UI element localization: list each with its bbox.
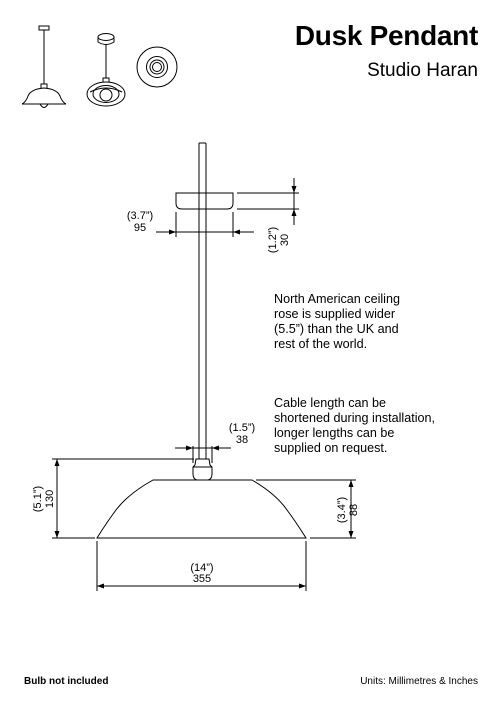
- shade-width-mm: 355: [192, 573, 212, 585]
- canopy-width-inches: (3.7”): [126, 210, 154, 222]
- note-line: rose is supplied wider: [274, 307, 396, 321]
- note-line: supplied on request.: [274, 441, 388, 455]
- designer-name: Studio Haran: [367, 60, 478, 81]
- note-line: rest of the world.: [274, 337, 368, 351]
- holder-width-inches: (1.5”): [228, 422, 256, 434]
- overall-height-inches: (5.1”): [32, 485, 44, 513]
- thumbnail-perspective-view: [87, 34, 125, 107]
- canopy-height-inches: (1.2”): [267, 226, 279, 254]
- product-title: Dusk Pendant: [294, 20, 478, 51]
- note-line: shortened during installation,: [274, 411, 436, 425]
- bulb-notice: Bulb not included: [24, 676, 109, 687]
- shade: [97, 480, 306, 538]
- thumbnail-side-view: [22, 26, 66, 108]
- note-line: Cable length can be: [274, 396, 387, 410]
- shade-height-inches: (3.4”): [336, 496, 348, 524]
- note-ceiling-rose: [274, 292, 479, 352]
- holder-width-mm: 38: [235, 434, 249, 446]
- overall-height-mm: 130: [44, 489, 56, 509]
- dimension-canopy-width: [156, 212, 254, 237]
- note-line: (5.5”) than the UK and: [274, 322, 399, 336]
- note-cable-length: [274, 396, 479, 456]
- canopy-height-mm: 30: [279, 233, 291, 247]
- ceiling-rose: [176, 193, 233, 209]
- thumbnail-bottom-view: [137, 47, 177, 87]
- lamp-holder: [193, 459, 212, 480]
- shade-height-mm: 88: [348, 503, 360, 517]
- dimension-canopy-height: [237, 178, 299, 225]
- canopy-width-mm: 95: [133, 222, 147, 234]
- units-notice: Units: Millimetres & Inches: [360, 676, 478, 687]
- cable: [199, 143, 206, 460]
- note-line: longer lengths can be: [274, 426, 395, 440]
- note-line: North American ceiling: [274, 292, 400, 306]
- shade-width-inches: (14”): [190, 562, 214, 574]
